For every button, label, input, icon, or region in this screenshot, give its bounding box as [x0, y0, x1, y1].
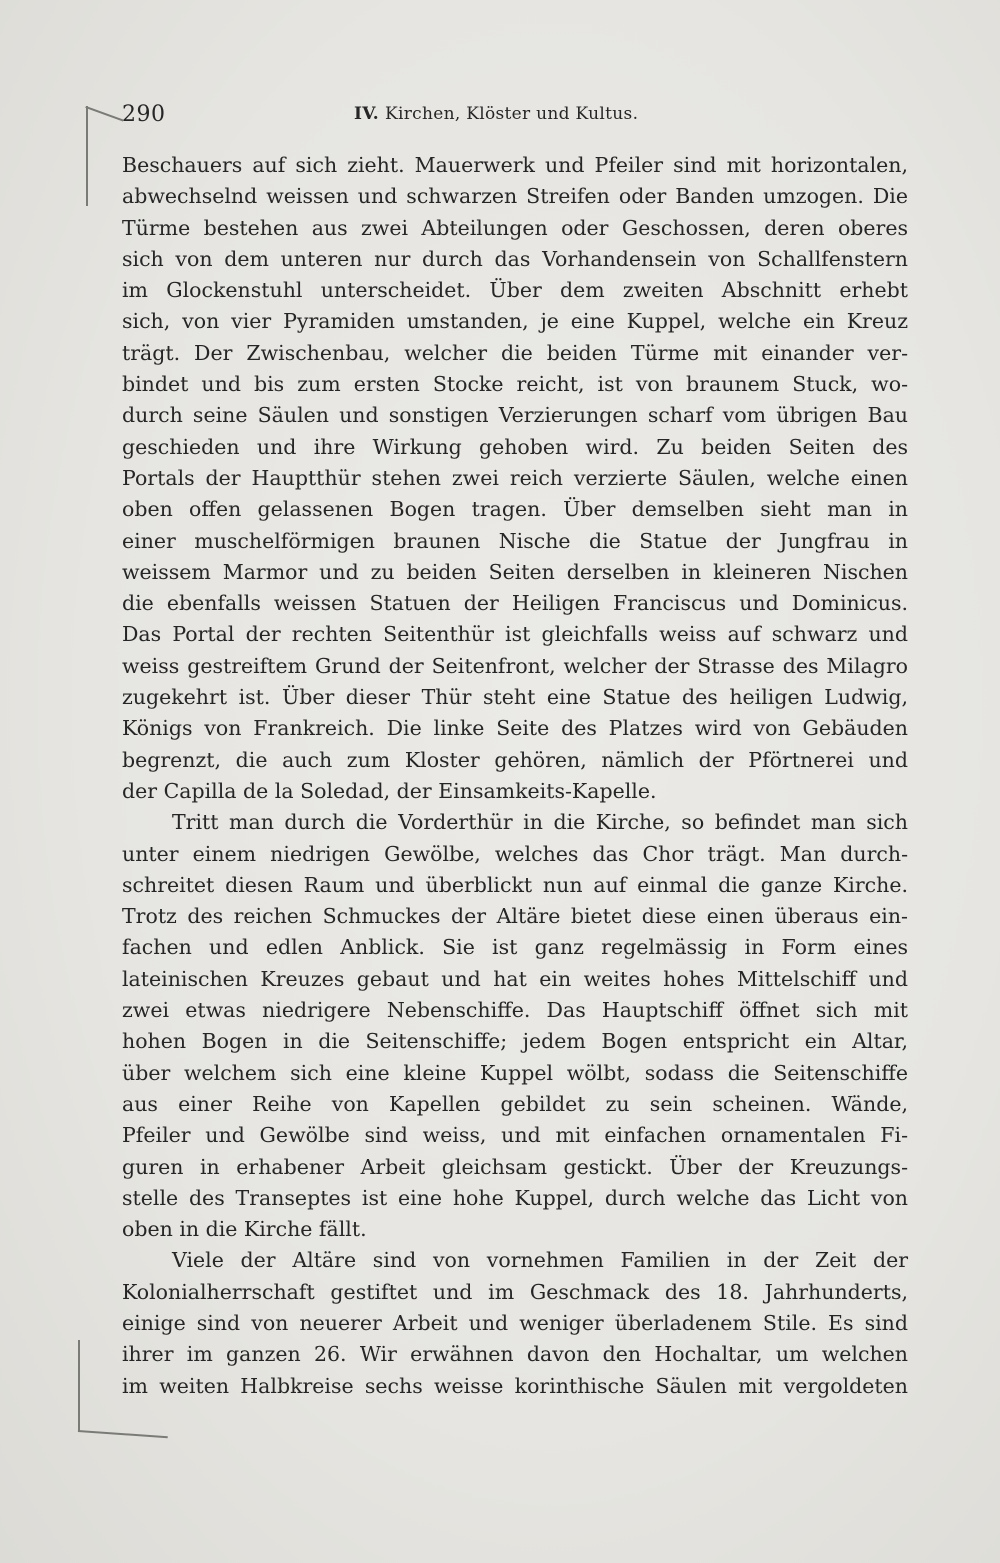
text-line: durch seine Säulen und sonstigen Verzierungen scharf vom übrigen Bau [122, 403, 908, 428]
text-line: Trotz des reichen Schmuckes der Altäre bietet diese einen überaus ein- [122, 904, 908, 929]
text-line: Türme bestehen aus zwei Abteilungen oder Geschossen, deren oberes [122, 215, 908, 240]
running-head [354, 104, 638, 124]
text-line: weiss gestreiftem Grund der Seitenfront, welcher der Strasse des Milagro [122, 653, 908, 678]
text-line: im Glockenstuhl unterscheidet. Über dem zweiten Abschnitt erhebt [122, 278, 908, 303]
text-line: sich, von vier Pyramiden umstanden, je eine Kuppel, welche ein Kreuz [122, 309, 908, 334]
page-header [122, 100, 912, 130]
scan-margin-mark-top-stroke [85, 106, 123, 122]
text-line: Das Portal der rechten Seitenthür ist gleichfalls weiss auf schwarz und [122, 622, 908, 647]
text-line: Portals der Hauptthür stehen zwei reich verzierte Säulen, welche einen [122, 465, 908, 490]
scan-margin-mark-bottom [78, 1340, 80, 1432]
text-line: stelle des Transeptes ist eine hohe Kuppel, durch welche das Licht von [122, 1185, 908, 1210]
text-line: einer muschelförmigen braunen Nische die Statue der Jungfrau in [122, 528, 908, 553]
text-line: begrenzt, die auch zum Kloster gehören, nämlich der Pförtnerei und [122, 747, 908, 772]
chapter-number: IV. [354, 104, 379, 124]
text-line: Königs von Frankreich. Die linke Seite des Platzes wird von Gebäuden [122, 716, 908, 741]
text-line: abwechselnd weissen und schwarzen Streifen oder Banden umzogen. Die [122, 184, 908, 209]
text-line: geschieden und ihre Wirkung gehoben wird. Zu beiden Seiten des [122, 434, 908, 459]
text-line: sich von dem unteren nur durch das Vorhandensein von Schallfenstern [122, 246, 908, 271]
text-line: ihrer im ganzen 26. Wir erwähnen davon den Hochaltar, um welchen [122, 1342, 908, 1367]
text-line: die ebenfalls weissen Statuen der Heiligen Franciscus und Dominicus. [122, 591, 908, 616]
text-line: aus einer Reihe von Kapellen gebildet zu sein scheinen. Wände, [122, 1091, 908, 1116]
text-line: oben offen gelassenen Bogen tragen. Über demselben sieht man in [122, 497, 908, 522]
text-line: zwei etwas niedrigere Nebenschiffe. Das Hauptschiff öffnet sich mit [122, 998, 908, 1023]
text-line: Tritt man durch die Vorderthür in die Kirche, so befindet man sich [172, 810, 908, 835]
text-line: Beschauers auf sich zieht. Mauerwerk und Pfeiler sind mit horizontalen, [122, 153, 908, 177]
scan-margin-mark-top [86, 106, 88, 206]
text-line: zugekehrt ist. Über dieser Thür steht eine Statue des heiligen Ludwig, [122, 685, 908, 710]
text-line: hohen Bogen in die Seitenschiffe; jedem Bogen entspricht ein Altar, [122, 1029, 908, 1054]
text-line: fachen und edlen Anblick. Sie ist ganz regelmässig in Form eines [122, 935, 908, 960]
text-line: schreitet diesen Raum und überblickt nun auf einmal die ganze Kirche. [122, 872, 908, 897]
text-line: oben in die Kirche fällt. [122, 1217, 367, 1242]
text-line: im weiten Halbkreise sechs weisse korinthische Säulen mit vergoldeten [122, 1373, 908, 1398]
text-line: trägt. Der Zwischenbau, welcher die beiden Türme mit einander ver- [122, 340, 908, 365]
scan-margin-mark-bottom-stroke [78, 1430, 168, 1438]
text-line: über welchem sich eine kleine Kuppel wölbt, sodass die Seitenschiffe [122, 1060, 908, 1085]
text-line: der Capilla de la Soledad, der Einsamkeits-Kapelle. [122, 778, 657, 803]
text-line: weissem Marmor und zu beiden Seiten derselben in kleineren Nischen [122, 559, 908, 584]
text-line: Viele der Altäre sind von vornehmen Familien in der Zeit der [172, 1248, 908, 1273]
text-line: lateinischen Kreuzes gebaut und hat ein weites hohes Mittelschiff und [122, 966, 908, 991]
body-text [122, 150, 908, 1402]
chapter-title: Kirchen, Klöster und Kultus. [385, 104, 639, 124]
text-line: bindet und bis zum ersten Stocke reicht, ist von braunem Stuck, wo- [122, 372, 908, 397]
text-line: Kolonialherrschaft gestiftet und im Geschmack des 18. Jahrhunderts, [122, 1279, 908, 1304]
text-line: guren in erhabener Arbeit gleichsam gestickt. Über der Kreuzungs- [122, 1154, 908, 1179]
page-number: 290 [122, 102, 166, 127]
text-line: einige sind von neuerer Arbeit und weniger überladenem Stile. Es sind [122, 1310, 908, 1335]
text-line: Pfeiler und Gewölbe sind weiss, und mit einfachen ornamentalen Fi- [122, 1123, 908, 1148]
text-line: unter einem niedrigen Gewölbe, welches das Chor trägt. Man durch- [122, 841, 908, 866]
